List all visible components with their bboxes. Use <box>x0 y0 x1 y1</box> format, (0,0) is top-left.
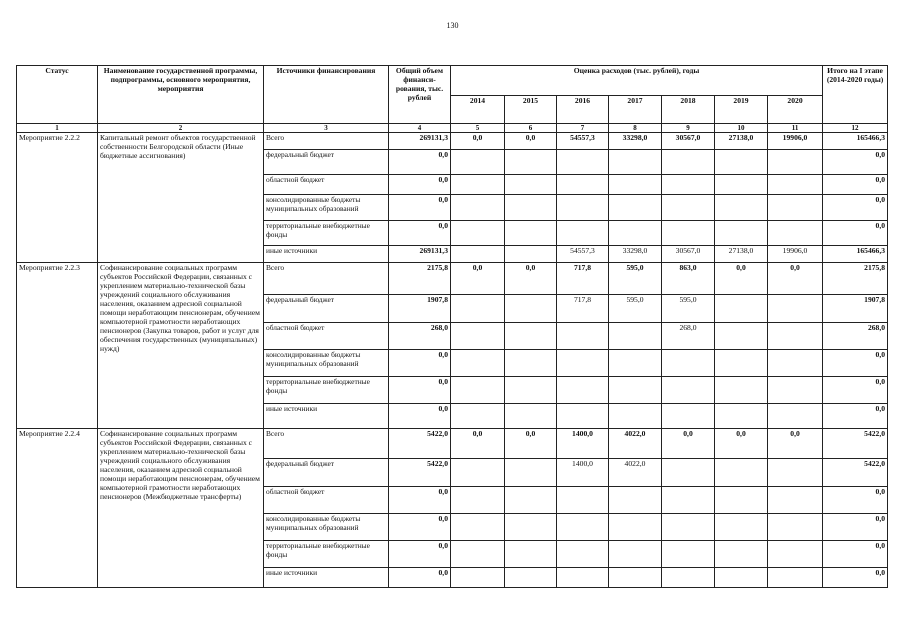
column-number: 12 <box>823 124 888 133</box>
table-row <box>17 429 888 459</box>
year-value-cell: 0,0 <box>768 263 823 295</box>
year-value-cell: 717,8 <box>557 263 609 295</box>
table-body <box>17 133 888 588</box>
year-value-cell <box>451 487 505 514</box>
year-value-cell: 0,0 <box>662 429 715 459</box>
year-value-cell <box>505 323 557 350</box>
year-value-cell <box>768 541 823 568</box>
stage-total-cell: 0,0 <box>823 541 888 568</box>
source-cell: Всего <box>264 429 389 459</box>
year-value-cell <box>662 459 715 487</box>
stage-total-cell: 0,0 <box>823 150 888 175</box>
year-value-cell <box>557 514 609 541</box>
header-year: 2020 <box>768 96 823 124</box>
header-year: 2014 <box>451 96 505 124</box>
year-value-cell <box>662 350 715 377</box>
column-number: 3 <box>264 124 389 133</box>
column-number: 9 <box>662 124 715 133</box>
year-value-cell <box>451 404 505 429</box>
year-value-cell: 0,0 <box>768 429 823 459</box>
status-cell: Мероприятие 2.2.4 <box>17 429 98 588</box>
stage-total-cell: 0,0 <box>823 195 888 221</box>
header-year: 2015 <box>505 96 557 124</box>
source-cell: территориальные внебюджетные фонды <box>264 541 389 568</box>
year-value-cell <box>505 350 557 377</box>
year-value-cell <box>715 487 768 514</box>
year-value-cell: 54557,3 <box>557 246 609 263</box>
year-value-cell <box>768 377 823 404</box>
total-volume-cell: 0,0 <box>389 568 451 588</box>
measure-name-cell: Капитальный ремонт объектов государственной собственности Белгородской области (Иные бюджетные ассигнования) <box>98 133 264 263</box>
year-value-cell: 19906,0 <box>768 246 823 263</box>
total-volume-cell: 268,0 <box>389 323 451 350</box>
year-value-cell <box>557 323 609 350</box>
measure-name-cell: Софинансирование социальных программ субъектов Российской Федерации, связанных с укреплением материально-технической базы учреждений социального обслуживания населения, оказанием адресной социальной помощи неработающим пенсионерам, обучением компьютерной грамотности неработающих пенсионеров (Закупка товаров, работ и услуг для обеспечения государственных (муниципальных) нужд) <box>98 263 264 429</box>
year-value-cell <box>715 459 768 487</box>
source-cell: консолидированные бюджеты муниципальных образований <box>264 350 389 377</box>
stage-total-cell: 268,0 <box>823 323 888 350</box>
year-value-cell <box>768 295 823 323</box>
source-cell: федеральный бюджет <box>264 150 389 175</box>
year-value-cell <box>505 150 557 175</box>
year-value-cell <box>505 487 557 514</box>
year-value-cell <box>609 568 662 588</box>
year-value-cell <box>715 323 768 350</box>
source-cell: областной бюджет <box>264 175 389 195</box>
year-value-cell: 33298,0 <box>609 133 662 150</box>
year-value-cell <box>609 514 662 541</box>
source-cell: консолидированные бюджеты муниципальных образований <box>264 195 389 221</box>
year-value-cell <box>451 459 505 487</box>
year-value-cell <box>451 195 505 221</box>
year-value-cell <box>662 541 715 568</box>
stage-total-cell: 0,0 <box>823 350 888 377</box>
year-value-cell <box>662 487 715 514</box>
year-value-cell <box>662 568 715 588</box>
year-value-cell <box>609 150 662 175</box>
year-value-cell <box>451 514 505 541</box>
year-value-cell <box>609 377 662 404</box>
stage-total-cell: 1907,8 <box>823 295 888 323</box>
measure-name-cell: Софинансирование социальных программ субъектов Российской Федерации, связанных с укреплением материально-технической базы учреждений социального обслуживания населения, оказанием адресной социальной помощи неработающим пенсионерам, обучением компьютерной грамотности неработающих пенсионеров (Межбюджетные трансферты) <box>98 429 264 588</box>
stage-total-cell: 5422,0 <box>823 459 888 487</box>
year-value-cell: 0,0 <box>451 263 505 295</box>
year-value-cell <box>715 150 768 175</box>
year-value-cell <box>451 568 505 588</box>
year-value-cell: 0,0 <box>505 133 557 150</box>
year-value-cell <box>557 568 609 588</box>
column-number: 1 <box>17 124 98 133</box>
year-value-cell <box>609 541 662 568</box>
year-value-cell: 0,0 <box>715 429 768 459</box>
year-value-cell <box>768 514 823 541</box>
column-number: 11 <box>768 124 823 133</box>
header-stage-total: Итого на I этапе (2014-2020 годы) <box>823 66 888 124</box>
year-value-cell <box>662 514 715 541</box>
year-value-cell <box>662 404 715 429</box>
year-value-cell <box>662 221 715 246</box>
stage-total-cell: 0,0 <box>823 487 888 514</box>
year-value-cell <box>451 323 505 350</box>
header-sources: Источники финансирования <box>264 66 389 124</box>
total-volume-cell: 0,0 <box>389 150 451 175</box>
year-value-cell <box>451 175 505 195</box>
year-value-cell <box>609 350 662 377</box>
year-value-cell <box>662 150 715 175</box>
year-value-cell <box>505 195 557 221</box>
year-value-cell <box>557 195 609 221</box>
stage-total-cell: 165466,3 <box>823 133 888 150</box>
total-volume-cell: 0,0 <box>389 514 451 541</box>
year-value-cell <box>557 150 609 175</box>
year-value-cell <box>768 487 823 514</box>
page-number: 130 <box>446 21 459 30</box>
year-value-cell <box>768 568 823 588</box>
year-value-cell <box>768 404 823 429</box>
year-value-cell <box>505 377 557 404</box>
year-value-cell <box>768 175 823 195</box>
year-value-cell <box>557 541 609 568</box>
year-value-cell <box>609 404 662 429</box>
stage-total-cell: 0,0 <box>823 568 888 588</box>
column-number: 10 <box>715 124 768 133</box>
year-value-cell <box>505 568 557 588</box>
column-number: 6 <box>505 124 557 133</box>
year-value-cell <box>557 487 609 514</box>
year-value-cell <box>557 350 609 377</box>
year-value-cell: 4022,0 <box>609 459 662 487</box>
year-value-cell <box>715 350 768 377</box>
stage-total-cell: 0,0 <box>823 175 888 195</box>
total-volume-cell: 2175,8 <box>389 263 451 295</box>
year-value-cell <box>662 377 715 404</box>
total-volume-cell: 1907,8 <box>389 295 451 323</box>
year-value-cell <box>505 295 557 323</box>
year-value-cell <box>768 350 823 377</box>
stage-total-cell: 0,0 <box>823 377 888 404</box>
column-number: 4 <box>389 124 451 133</box>
year-value-cell: 0,0 <box>715 263 768 295</box>
year-value-cell <box>715 377 768 404</box>
year-value-cell <box>662 195 715 221</box>
header-year: 2019 <box>715 96 768 124</box>
source-cell: территориальные внебюджетные фонды <box>264 377 389 404</box>
status-cell: Мероприятие 2.2.2 <box>17 133 98 263</box>
year-value-cell <box>451 221 505 246</box>
budget-table <box>16 65 888 588</box>
source-cell: Всего <box>264 133 389 150</box>
year-value-cell <box>505 175 557 195</box>
year-value-cell <box>451 541 505 568</box>
year-value-cell <box>715 295 768 323</box>
column-number: 7 <box>557 124 609 133</box>
total-volume-cell: 0,0 <box>389 175 451 195</box>
year-value-cell <box>662 175 715 195</box>
total-volume-cell: 0,0 <box>389 487 451 514</box>
total-volume-cell: 0,0 <box>389 404 451 429</box>
total-volume-cell: 0,0 <box>389 377 451 404</box>
source-cell: федеральный бюджет <box>264 295 389 323</box>
year-value-cell: 1400,0 <box>557 459 609 487</box>
year-value-cell: 27138,0 <box>715 133 768 150</box>
year-value-cell <box>505 541 557 568</box>
year-value-cell <box>609 323 662 350</box>
source-cell: федеральный бюджет <box>264 459 389 487</box>
header-name: Наименование государственной программы, подпрограммы, основного мероприятия, мероприятия <box>98 66 264 124</box>
year-value-cell: 54557,3 <box>557 133 609 150</box>
source-cell: областной бюджет <box>264 487 389 514</box>
source-cell: иные источники <box>264 246 389 263</box>
source-cell: консолидированные бюджеты муниципальных образований <box>264 514 389 541</box>
year-value-cell <box>715 221 768 246</box>
status-cell: Мероприятие 2.2.3 <box>17 263 98 429</box>
table-row <box>17 263 888 295</box>
year-value-cell: 33298,0 <box>609 246 662 263</box>
column-number: 2 <box>98 124 264 133</box>
year-value-cell: 863,0 <box>662 263 715 295</box>
header-status: Статус <box>17 66 98 124</box>
header-total-volume: Общий объем финанси-рования, тыс. рублей <box>389 66 451 124</box>
header-year: 2017 <box>609 96 662 124</box>
year-value-cell <box>609 221 662 246</box>
year-value-cell <box>505 514 557 541</box>
source-cell: иные источники <box>264 404 389 429</box>
stage-total-cell: 0,0 <box>823 404 888 429</box>
year-value-cell: 0,0 <box>451 133 505 150</box>
total-volume-cell: 5422,0 <box>389 429 451 459</box>
year-value-cell <box>451 150 505 175</box>
year-value-cell: 1400,0 <box>557 429 609 459</box>
year-value-cell: 0,0 <box>505 429 557 459</box>
total-volume-cell: 269131,3 <box>389 133 451 150</box>
year-value-cell: 595,0 <box>662 295 715 323</box>
year-value-cell <box>609 195 662 221</box>
year-value-cell: 30567,0 <box>662 133 715 150</box>
stage-total-cell: 0,0 <box>823 221 888 246</box>
year-value-cell: 30567,0 <box>662 246 715 263</box>
year-value-cell <box>715 195 768 221</box>
year-value-cell <box>451 295 505 323</box>
stage-total-cell: 165466,3 <box>823 246 888 263</box>
year-value-cell <box>768 150 823 175</box>
year-value-cell <box>451 377 505 404</box>
year-value-cell <box>557 221 609 246</box>
year-value-cell: 595,0 <box>609 263 662 295</box>
stage-total-cell: 0,0 <box>823 514 888 541</box>
year-value-cell <box>505 404 557 429</box>
total-volume-cell: 0,0 <box>389 350 451 377</box>
table-row <box>17 133 888 150</box>
total-volume-cell: 0,0 <box>389 195 451 221</box>
stage-total-cell: 2175,8 <box>823 263 888 295</box>
total-volume-cell: 5422,0 <box>389 459 451 487</box>
column-number: 5 <box>451 124 505 133</box>
year-value-cell <box>715 568 768 588</box>
header-year: 2018 <box>662 96 715 124</box>
year-value-cell <box>451 350 505 377</box>
year-value-cell: 0,0 <box>505 263 557 295</box>
header-estimate: Оценка расходов (тыс. рублей), годы <box>451 66 823 96</box>
year-value-cell: 595,0 <box>609 295 662 323</box>
source-cell: Всего <box>264 263 389 295</box>
year-value-cell: 4022,0 <box>609 429 662 459</box>
year-value-cell <box>557 377 609 404</box>
year-value-cell: 0,0 <box>451 429 505 459</box>
source-cell: иные источники <box>264 568 389 588</box>
column-number: 8 <box>609 124 662 133</box>
year-value-cell <box>451 246 505 263</box>
year-value-cell <box>505 221 557 246</box>
stage-total-cell: 5422,0 <box>823 429 888 459</box>
year-value-cell: 19906,0 <box>768 133 823 150</box>
source-cell: областной бюджет <box>264 323 389 350</box>
year-value-cell <box>505 459 557 487</box>
year-value-cell <box>609 175 662 195</box>
year-value-cell <box>715 514 768 541</box>
total-volume-cell: 0,0 <box>389 541 451 568</box>
year-value-cell <box>715 404 768 429</box>
source-cell: территориальные внебюджетные фонды <box>264 221 389 246</box>
year-value-cell <box>609 487 662 514</box>
total-volume-cell: 269131,3 <box>389 246 451 263</box>
year-value-cell: 27138,0 <box>715 246 768 263</box>
year-value-cell <box>505 246 557 263</box>
year-value-cell <box>768 459 823 487</box>
year-value-cell <box>557 404 609 429</box>
year-value-cell: 717,8 <box>557 295 609 323</box>
total-volume-cell: 0,0 <box>389 221 451 246</box>
year-value-cell <box>768 195 823 221</box>
year-value-cell <box>768 221 823 246</box>
year-value-cell <box>557 175 609 195</box>
year-value-cell: 268,0 <box>662 323 715 350</box>
header-year: 2016 <box>557 96 609 124</box>
year-value-cell <box>715 541 768 568</box>
year-value-cell <box>715 175 768 195</box>
year-value-cell <box>768 323 823 350</box>
